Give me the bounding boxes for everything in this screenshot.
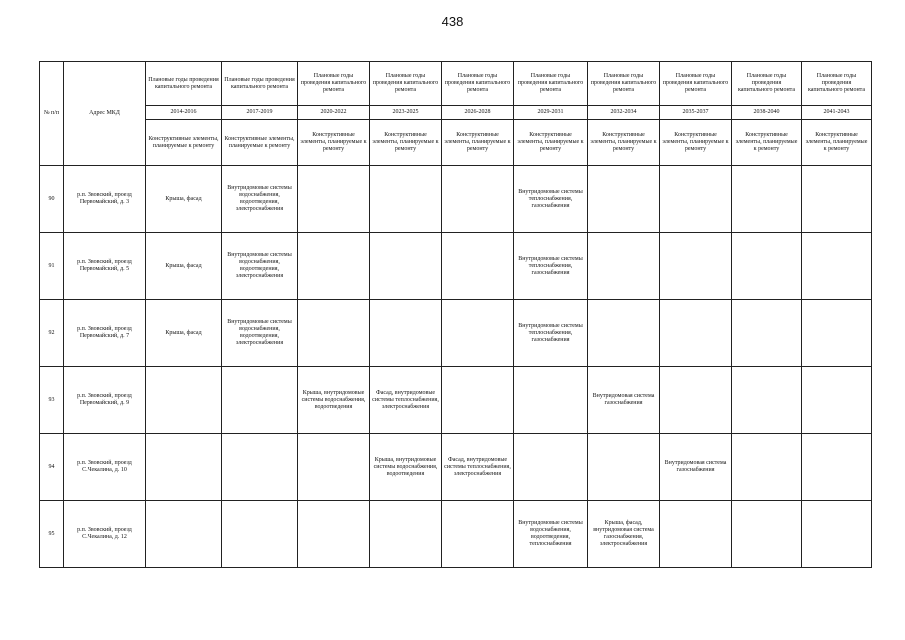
repair-cell	[802, 300, 872, 367]
repair-cell: Крыша, фасад	[146, 300, 222, 367]
row-address: р.п. Звовский, проезд Первомайский, д. 5	[64, 233, 146, 300]
repair-cell	[802, 166, 872, 233]
repair-cell	[298, 300, 370, 367]
period-type-1: Конструктивные элементы, планируемые к ремонту	[222, 120, 298, 166]
repair-cell: Внутридомовые системы водоснабжения, водоотведения, электроснабжения	[222, 300, 298, 367]
row-address: р.п. Звовский, проезд Первомайский, д. 7	[64, 300, 146, 367]
repair-cell	[588, 233, 660, 300]
repair-cell	[442, 367, 514, 434]
period-type-9: Конструктивные элементы, планируемые к ремонту	[802, 120, 872, 166]
row-address: р.п. Звовский, проезд Первомайский, д. 3	[64, 166, 146, 233]
repair-cell	[370, 166, 442, 233]
repair-cell	[442, 233, 514, 300]
period-title-7: Плановые годы проведения капитального ремонта	[660, 62, 732, 106]
period-type-3: Конструктивные элементы, планируемые к ремонту	[370, 120, 442, 166]
repair-cell	[732, 434, 802, 501]
table-row	[40, 501, 872, 568]
repair-cell: Внутридомовые системы водоснабжения, водоотведения, теплоснабжения	[514, 501, 588, 568]
period-years-2: 2020-2022	[298, 106, 370, 120]
repair-cell	[146, 367, 222, 434]
period-years-5: 2029-2031	[514, 106, 588, 120]
repair-cell	[802, 434, 872, 501]
period-title-2: Плановые годы проведения капитального ремонта	[298, 62, 370, 106]
period-type-0: Конструктивные элементы, планируемые к ремонту	[146, 120, 222, 166]
period-type-6: Конструктивные элементы, планируемые к ремонту	[588, 120, 660, 166]
period-years-4: 2026-2028	[442, 106, 514, 120]
repair-cell	[802, 501, 872, 568]
repair-cell: Крыша, фасад	[146, 166, 222, 233]
repair-cell: Внутридомовые системы теплоснабжения, газоснабжения	[514, 300, 588, 367]
period-years-6: 2032-2034	[588, 106, 660, 120]
period-title-4: Плановые годы проведения капитального ремонта	[442, 62, 514, 106]
repair-cell	[802, 367, 872, 434]
repair-cell	[514, 367, 588, 434]
period-type-4: Конструктивные элементы, планируемые к ремонту	[442, 120, 514, 166]
repair-cell	[370, 233, 442, 300]
repair-cell	[298, 166, 370, 233]
repair-cell	[732, 233, 802, 300]
table-row	[40, 300, 872, 367]
period-type-2: Конструктивные элементы, планируемые к ремонту	[298, 120, 370, 166]
period-years-1: 2017-2019	[222, 106, 298, 120]
period-title-9: Плановые годы проведения капитального ремонта	[802, 62, 872, 106]
table-row	[40, 233, 872, 300]
repair-cell	[732, 367, 802, 434]
repair-cell	[370, 501, 442, 568]
repair-cell: Внутридомовая система газоснабжения	[660, 434, 732, 501]
row-number: 95	[40, 501, 64, 568]
period-title-0: Плановые годы проведения капитального ремонта	[146, 62, 222, 106]
row-address: р.п. Звовский, проезд С.Чекалина, д. 12	[64, 501, 146, 568]
repair-cell	[660, 367, 732, 434]
repair-cell	[442, 300, 514, 367]
repair-cell	[298, 501, 370, 568]
table-row	[40, 166, 872, 233]
period-title-6: Плановые годы проведения капитального ремонта	[588, 62, 660, 106]
repair-cell: Внутридомовые системы теплоснабжения, газоснабжения	[514, 166, 588, 233]
repair-cell	[660, 501, 732, 568]
repair-cell	[660, 166, 732, 233]
row-number: 93	[40, 367, 64, 434]
repair-cell	[588, 434, 660, 501]
row-number: 90	[40, 166, 64, 233]
page-number: 438	[441, 14, 464, 29]
repair-cell	[588, 166, 660, 233]
repair-cell: Крыша, фасад	[146, 233, 222, 300]
num-header: № п/п	[40, 62, 64, 166]
repair-cell	[514, 434, 588, 501]
period-title-1: Плановые годы проведения капитального ремонта	[222, 62, 298, 106]
repair-cell	[298, 434, 370, 501]
period-type-8: Конструктивные элементы, планируемые к ремонту	[732, 120, 802, 166]
repair-cell: Фасад, внутридомовые системы теплоснабжения, электроснабжения	[442, 434, 514, 501]
repair-cell: Фасад, внутридомовые системы теплоснабжения, электроснабжения	[370, 367, 442, 434]
period-years-7: 2035-2037	[660, 106, 732, 120]
row-number: 92	[40, 300, 64, 367]
period-years-9: 2041-2043	[802, 106, 872, 120]
capital-repair-table	[39, 61, 872, 568]
repair-cell	[660, 233, 732, 300]
repair-cell: Внутридомовая система газоснабжения	[588, 367, 660, 434]
period-title-3: Плановые годы проведения капитального ремонта	[370, 62, 442, 106]
repair-cell: Внутридомовые системы теплоснабжения, газоснабжения	[514, 233, 588, 300]
period-years-0: 2014-2016	[146, 106, 222, 120]
repair-cell	[588, 300, 660, 367]
repair-cell	[222, 434, 298, 501]
repair-cell	[146, 434, 222, 501]
repair-cell	[222, 501, 298, 568]
repair-cell	[732, 501, 802, 568]
repair-cell: Крыша, фасад, внутридомовая система газоснабжения, электроснабжения	[588, 501, 660, 568]
row-address: р.п. Звовский, проезд Первомайский, д. 9	[64, 367, 146, 434]
repair-cell: Крыша, внутридомовые системы водоснабжения, водоотведения	[370, 434, 442, 501]
repair-cell	[370, 300, 442, 367]
repair-cell: Крыша, внутридомовые системы водоснабжения, водоотведения	[298, 367, 370, 434]
repair-cell	[732, 166, 802, 233]
period-years-3: 2023-2025	[370, 106, 442, 120]
repair-cell	[442, 166, 514, 233]
table-row	[40, 367, 872, 434]
repair-cell	[298, 233, 370, 300]
repair-cell	[442, 501, 514, 568]
period-type-7: Конструктивные элементы, планируемые к ремонту	[660, 120, 732, 166]
repair-cell	[146, 501, 222, 568]
row-address: р.п. Звовский, проезд С.Чекалина, д. 10	[64, 434, 146, 501]
repair-cell	[802, 233, 872, 300]
address-header: Адрес МКД	[64, 62, 146, 166]
repair-cell	[660, 300, 732, 367]
row-number: 91	[40, 233, 64, 300]
row-number: 94	[40, 434, 64, 501]
table-row	[40, 434, 872, 501]
period-years-8: 2038-2040	[732, 106, 802, 120]
period-title-5: Плановые годы проведения капитального ремонта	[514, 62, 588, 106]
repair-cell	[732, 300, 802, 367]
repair-cell	[222, 367, 298, 434]
period-title-8: Плановые годы проведения капитального ремонта	[732, 62, 802, 106]
period-type-5: Конструктивные элементы, планируемые к ремонту	[514, 120, 588, 166]
repair-cell: Внутридомовые системы водоснабжения, водоотведения, электроснабжения	[222, 233, 298, 300]
repair-cell: Внутридомовые системы водоснабжения, водоотведения, электроснабжения	[222, 166, 298, 233]
